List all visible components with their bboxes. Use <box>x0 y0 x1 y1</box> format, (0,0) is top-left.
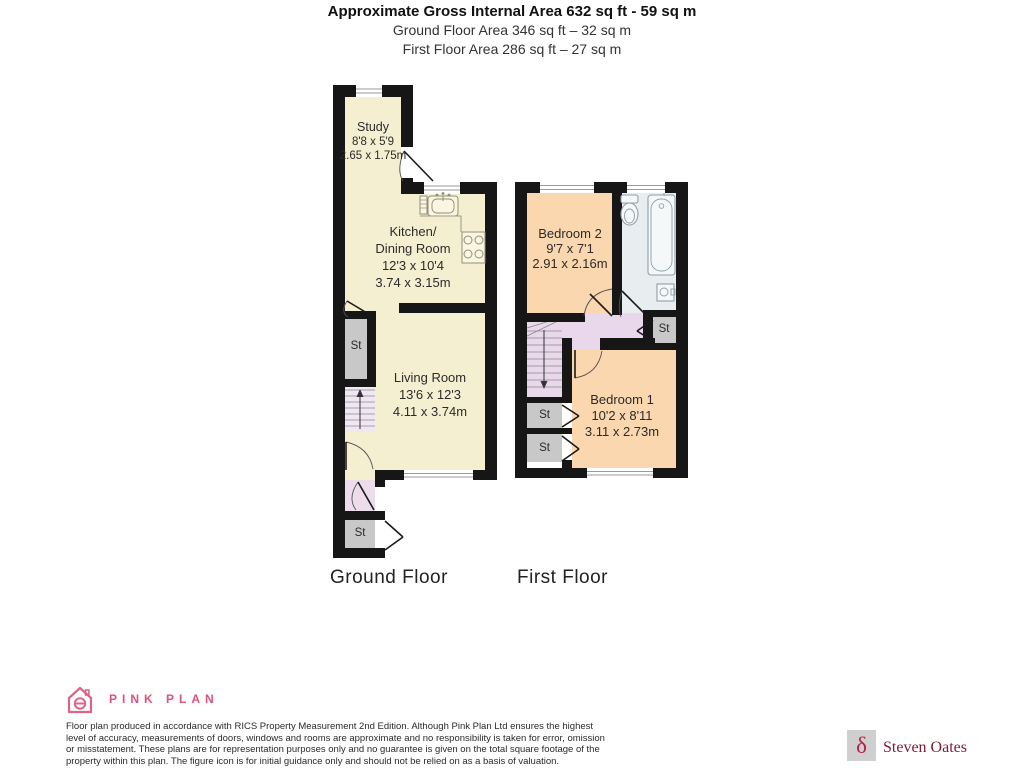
living-room-label: Living Room 13'6 x 12'3 4.11 x 3.74m <box>392 370 468 419</box>
first-floor-caption: First Floor <box>517 567 608 588</box>
page-title: Approximate Gross Internal Area 632 sq ft - 59 sq m <box>327 3 697 20</box>
ground-storage-label-1: St <box>350 340 362 352</box>
toilet-icon <box>621 195 638 225</box>
first-floor-area-text: First Floor Area 286 sq ft – 27 sq m <box>402 41 622 57</box>
ground-floor-rooms <box>345 97 485 548</box>
pink-plan-logo-icon <box>64 684 98 716</box>
header <box>0 2 1024 59</box>
ground-floor-area-text: Ground Floor Area 346 sq ft – 32 sq m <box>392 22 632 38</box>
disclaimer-text: Floor plan produced in accordance with RICS Property Measurement 2nd Edition. Although Pink Plan Ltd ensures the highest level of accuracy, measurements of doors, windows and rooms are approximate and no responsibility is taken for error, omission or misstatement. These plans are for representation purposes only and no guarantee is given on the total square footage of the property within this plan. The figure icon is for initial guidance only and should not be relied on as a basis of valuation. <box>66 721 605 767</box>
ground-floor-caption: Ground Floor <box>330 567 448 588</box>
landing-storage-label: St <box>658 323 670 335</box>
agency-delta-icon: δ <box>856 733 867 758</box>
bedroom1-label: Bedroom 1 10'2 x 8'11 3.11 x 2.73m <box>584 392 660 439</box>
first-storage-label-2: St <box>539 442 550 454</box>
bathroom-sink-icon <box>657 284 675 301</box>
agency-logo-box <box>847 730 876 761</box>
agency-name: Steven Oates <box>883 739 967 756</box>
bathtub-icon <box>648 193 675 275</box>
first-storage-label-1: St <box>539 409 550 421</box>
study-label: Study 8'8 x 5'9 2.65 x 1.75m <box>339 120 407 162</box>
ground-storage-label-2: St <box>354 527 366 539</box>
pink-plan-brand-text: PINK PLAN <box>109 692 219 706</box>
kitchen-dining-label: Kitchen/ Dining Room 12'3 x 10'4 3.74 x 3.15m <box>375 224 451 290</box>
bedroom2-label: Bedroom 2 9'7 x 7'1 2.91 x 2.16m <box>532 226 608 271</box>
